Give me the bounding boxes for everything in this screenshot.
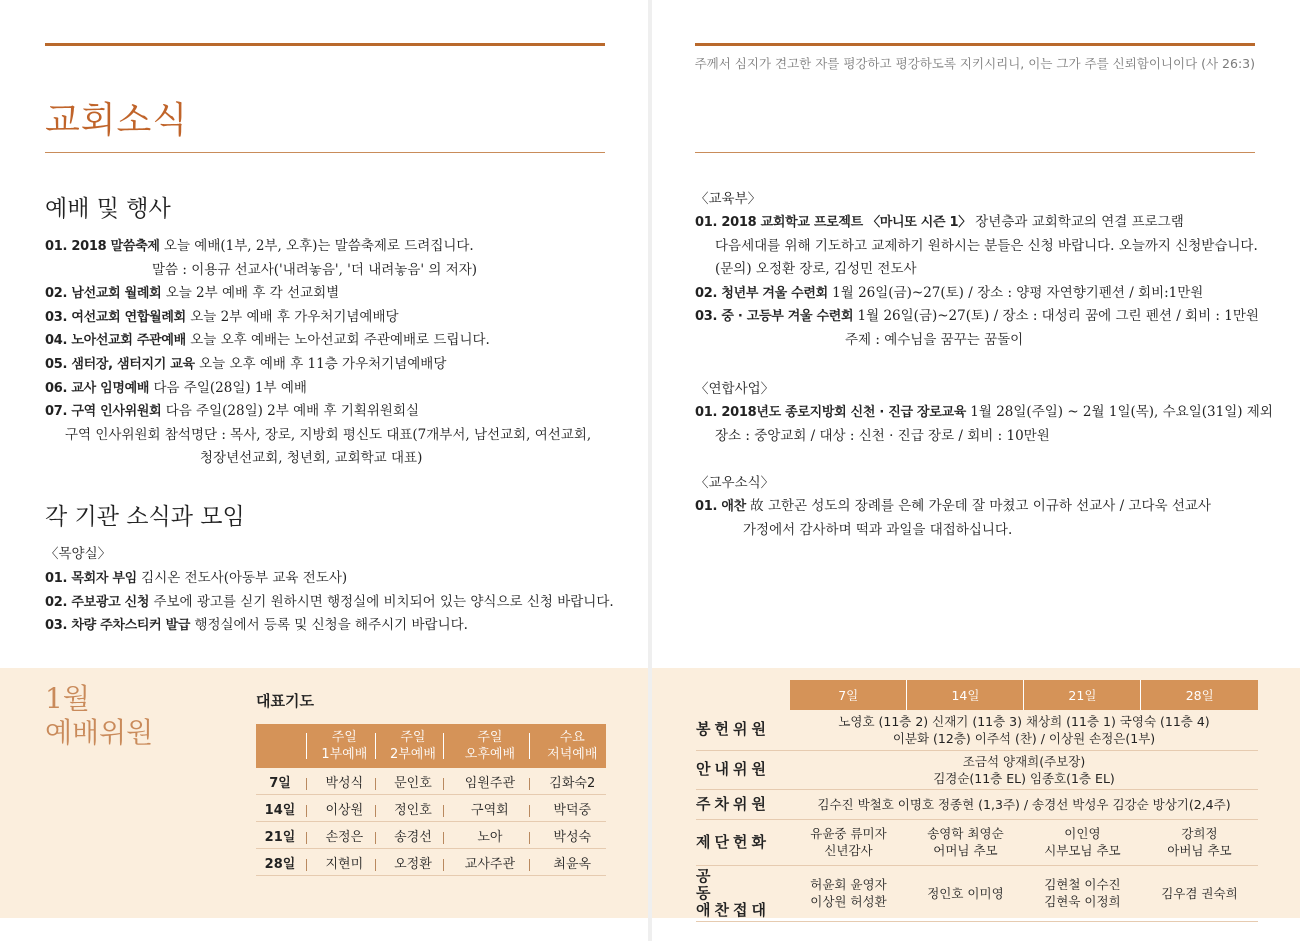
item-text: 오늘 오후 예배는 노아선교회 주관예배로 드립니다. <box>190 332 490 349</box>
prayer-cell <box>527 822 606 849</box>
prayer-cell <box>527 795 606 822</box>
top-rule-right <box>695 43 1255 46</box>
prayer-name: 문인호 <box>394 775 432 791</box>
prayer-row <box>256 822 606 849</box>
prayer-cell <box>373 849 442 876</box>
month-title <box>45 682 153 750</box>
item-text: (문의) 오정환 장로, 김성민 전도사 <box>715 261 917 278</box>
bible-verse: 주께서 심지가 견고한 자를 평강하고 평강하도록 지키시리니, 이는 그가 주를 신뢰함이니이다 (사 26:3) <box>694 56 1255 71</box>
prayer-cell <box>305 795 374 822</box>
prayer-name: 박성식 <box>325 775 364 791</box>
list-item <box>695 519 1275 543</box>
item-label: 01. 2018 말씀축제 <box>45 239 160 254</box>
item-label: 03. 중 · 고등부 겨울 수련회 <box>695 309 854 325</box>
item-text: 김시온 전도사(아동부 교육 전도사) <box>141 570 348 586</box>
duty-names: 김수진 박철호 이명호 정종현 (1,3주) / 송경선 박성우 김강순 방상기(2,4주) <box>790 789 1258 819</box>
union-list <box>695 401 1275 448</box>
duty-cell: 김현철 이수진 김현욱 이정희 <box>1024 865 1141 921</box>
top-rule <box>45 43 605 46</box>
month-label: 1월 <box>45 682 90 715</box>
item-label: 01. 목회자 부임 <box>45 571 137 586</box>
group-label-union: 〈연합사업〉 <box>695 381 775 397</box>
prayer-name: 정인호 <box>394 802 432 818</box>
section-heading-worship-events: 예배 및 행사 <box>45 196 171 222</box>
item-label: 02. 청년부 겨울 수련회 <box>695 285 828 301</box>
prayer-name: 김화숙2 <box>549 775 596 791</box>
item-label: 02. 남선교회 월례회 <box>45 286 162 302</box>
item-label: 05. 샘터장, 샘터지기 교육 <box>45 356 195 372</box>
prayer-table <box>256 724 606 876</box>
item-text: 행정실에서 등록 및 신청을 해주시기 바랍니다. <box>194 617 468 634</box>
item-text: 오늘 2부 예배 후 가우처기념예배당 <box>190 308 399 325</box>
page-title: 교회소식 <box>45 100 189 141</box>
item-text: 장년층과 교회학교의 연결 프로그램 <box>975 214 1184 230</box>
item-text: 다음세대를 위해 기도하고 교제하기 원하시는 분들은 신청 바랍니다. 오늘까지 신청받습니다. <box>715 237 1258 254</box>
prayer-date: 21일 <box>256 822 305 849</box>
item-text: 주제 : 예수님을 꿈꾸는 꿈돌이 <box>845 331 1024 348</box>
list-item <box>45 567 625 591</box>
prayer-cell <box>305 822 374 849</box>
item-text: 다음 주일(28일) 2부 예배 후 기획위원회실 <box>165 403 420 420</box>
duty-row-altar <box>696 819 1258 865</box>
title-rule <box>45 152 605 153</box>
group-label-pastor-office: 〈목양실〉 <box>45 546 112 562</box>
list-item <box>45 400 625 424</box>
verse-rule <box>695 152 1255 153</box>
prayer-name: 오정환 <box>394 856 432 872</box>
list-item <box>45 329 625 353</box>
item-text: 1월 28일(주일) ~ 2월 1일(목), 수요일(31일) 제외 <box>970 404 1273 420</box>
item-text: 구역 인사위원회 참석명단 : 목사, 장로, 지방회 평신도 대표(7개부서, 남선교회, 여선교회, <box>65 426 592 443</box>
prayer-name: 임원주관 <box>464 775 515 791</box>
item-label: 07. 구역 인사위원회 <box>45 404 162 420</box>
item-text: 청장년선교회, 청년회, 교회학교 대표) <box>200 450 423 467</box>
prayer-cell <box>442 768 527 795</box>
prayer-name: 최윤옥 <box>553 856 592 872</box>
prayer-header-cell: 수요 저녁예배 <box>527 724 606 768</box>
prayer-header-cell: 주일 1부예배 <box>305 724 374 768</box>
duty-table <box>696 680 1258 922</box>
item-text: 1월 26일(금)~27(토) / 장소 : 대성리 꿈에 그린 펜션 / 회비 : 1만원 <box>857 308 1259 325</box>
prayer-header-cell: 주일 오후예배 <box>442 724 527 768</box>
prayer-date: 14일 <box>256 795 305 822</box>
duty-cell: 송영학 최영순 어머님 추모 <box>907 819 1024 865</box>
duty-row-parking <box>696 789 1258 819</box>
prayer-name: 노아 <box>477 829 503 845</box>
list-item <box>695 235 1275 259</box>
list-item <box>45 353 625 377</box>
prayer-cell <box>305 768 374 795</box>
group-label-members: 〈교우소식〉 <box>695 475 775 491</box>
duty-cell: 김우겸 권숙희 <box>1141 865 1258 921</box>
duty-date-header: 7일 <box>790 680 907 710</box>
prayer-cell <box>527 849 606 876</box>
prayer-name: 박성숙 <box>553 829 592 845</box>
item-label: 06. 교사 임명예배 <box>45 380 150 396</box>
prayer-heading: 대표기도 <box>256 692 314 710</box>
prayer-date: 28일 <box>256 849 305 876</box>
committee-label: 예배위원 <box>45 716 154 749</box>
pastor-office-list <box>45 567 625 638</box>
duty-row-usher <box>696 750 1258 789</box>
members-list <box>695 495 1275 542</box>
duty-role: 제단헌화 <box>696 819 790 865</box>
duty-role: 봉헌위원 <box>696 710 790 750</box>
item-label: 01. 2018년도 종로지방회 신천 · 진급 장로교육 <box>695 405 966 420</box>
education-list <box>695 211 1275 353</box>
prayer-header-row <box>256 724 606 768</box>
item-text: 오늘 예배(1부, 2부, 오후)는 말씀축제로 드려집니다. <box>163 238 474 254</box>
worship-events-list <box>45 235 625 471</box>
item-label: 03. 차량 주차스티커 발급 <box>45 618 191 634</box>
item-text: 다음 주일(28일) 1부 예배 <box>153 379 307 396</box>
list-item <box>45 306 625 330</box>
duty-cell: 이인영 시부모님 추모 <box>1024 819 1141 865</box>
group-label-education: 〈교육부〉 <box>695 191 762 207</box>
prayer-name: 지현미 <box>325 856 364 872</box>
list-item <box>45 591 625 615</box>
item-text: 1월 26일(금)~27(토) / 장소 : 양평 자연향기펜션 / 회비:1만원 <box>832 284 1204 301</box>
prayer-header-cell: 주일 2부예배 <box>373 724 442 768</box>
duty-role: 공 동 애찬접대 <box>696 865 790 921</box>
prayer-cell <box>442 795 527 822</box>
duty-cell: 강희정 아버님 추모 <box>1141 819 1258 865</box>
prayer-cell <box>373 795 442 822</box>
duty-role: 안내위원 <box>696 750 790 789</box>
list-item <box>45 259 625 283</box>
list-item <box>45 424 625 448</box>
list-item <box>695 211 1275 235</box>
duty-cell: 정인호 이미영 <box>907 865 1024 921</box>
prayer-row <box>256 768 606 795</box>
item-text: 가정에서 감사하며 떡과 과일을 대접하십니다. <box>743 521 1013 538</box>
list-item <box>45 377 625 401</box>
prayer-name: 이상원 <box>325 802 364 818</box>
prayer-name: 손정은 <box>325 829 364 845</box>
prayer-name: 송경선 <box>394 829 432 845</box>
prayer-name: 구역회 <box>471 802 509 818</box>
duty-cell: 허윤회 윤영자 이상원 허성환 <box>790 865 907 921</box>
duty-header-row <box>696 680 1258 710</box>
list-item <box>695 305 1275 329</box>
prayer-cell <box>373 768 442 795</box>
item-label: 04. 노아선교회 주관예배 <box>45 333 186 349</box>
duty-date-header: 21일 <box>1024 680 1141 710</box>
item-text: 오늘 오후 예배 후 11층 가우처기념예배당 <box>199 355 447 372</box>
prayer-date: 7일 <box>256 768 305 795</box>
prayer-cell <box>305 849 374 876</box>
item-text: 주보에 광고를 싣기 원하시면 행정실에 비치되어 있는 양식으로 신청 바랍니다. <box>153 593 614 610</box>
duty-date-header: 14일 <box>907 680 1024 710</box>
list-item <box>695 425 1275 449</box>
prayer-row <box>256 795 606 822</box>
duty-cell: 유윤중 류미자 신년감사 <box>790 819 907 865</box>
list-item <box>695 329 1275 353</box>
item-text: 말씀 : 이용규 선교사('내려놓음', '더 내려놓음' 의 저자) <box>152 261 478 278</box>
item-label: 03. 여선교회 연합월례회 <box>45 309 186 325</box>
list-item <box>695 282 1275 306</box>
prayer-row <box>256 849 606 876</box>
item-text: 장소 : 중앙교회 / 대상 : 신천 · 진급 장로 / 회비 : 10만원 <box>715 427 1050 444</box>
item-text: 오늘 2부 예배 후 각 선교회별 <box>165 285 340 302</box>
list-item <box>45 447 625 471</box>
duty-names: 노영호 (11층 2) 신재기 (11층 3) 채상희 (11층 1) 국영숙 (11층 4) 이분화 (12층) 이주석 (찬) / 이상원 손정은(1부) <box>790 710 1258 750</box>
item-label: 02. 주보광고 신청 <box>45 594 150 610</box>
item-label: 01. 2018 교회학교 프로젝트 〈마니또 시즌 1〉 <box>695 215 971 230</box>
duty-names: 조금석 양재희(주보장) 김경순(11층 EL) 임종호(1층 EL) <box>790 750 1258 789</box>
list-item <box>695 401 1275 425</box>
list-item <box>45 235 625 259</box>
section-heading-organizations: 각 기관 소식과 모임 <box>45 504 245 530</box>
duty-header-blank <box>696 680 790 710</box>
duty-row-offering <box>696 710 1258 750</box>
list-item <box>45 282 625 306</box>
item-label: 01. 애찬 <box>695 499 746 514</box>
duty-date-header: 28일 <box>1141 680 1258 710</box>
item-text: 故 고한곤 성도의 장례를 은혜 가운데 잘 마쳤고 이규하 선교사 / 고다욱 선교사 <box>750 498 1211 514</box>
prayer-name: 박덕중 <box>553 802 592 818</box>
list-item <box>695 258 1275 282</box>
prayer-cell <box>527 768 606 795</box>
prayer-header-blank <box>256 724 305 768</box>
prayer-name: 교사주관 <box>464 856 515 872</box>
prayer-cell <box>373 822 442 849</box>
list-item <box>695 495 1275 519</box>
duty-role: 주차위원 <box>696 789 790 819</box>
list-item <box>45 614 625 638</box>
prayer-cell <box>442 849 527 876</box>
prayer-cell <box>442 822 527 849</box>
duty-row-shared-meal <box>696 865 1258 921</box>
